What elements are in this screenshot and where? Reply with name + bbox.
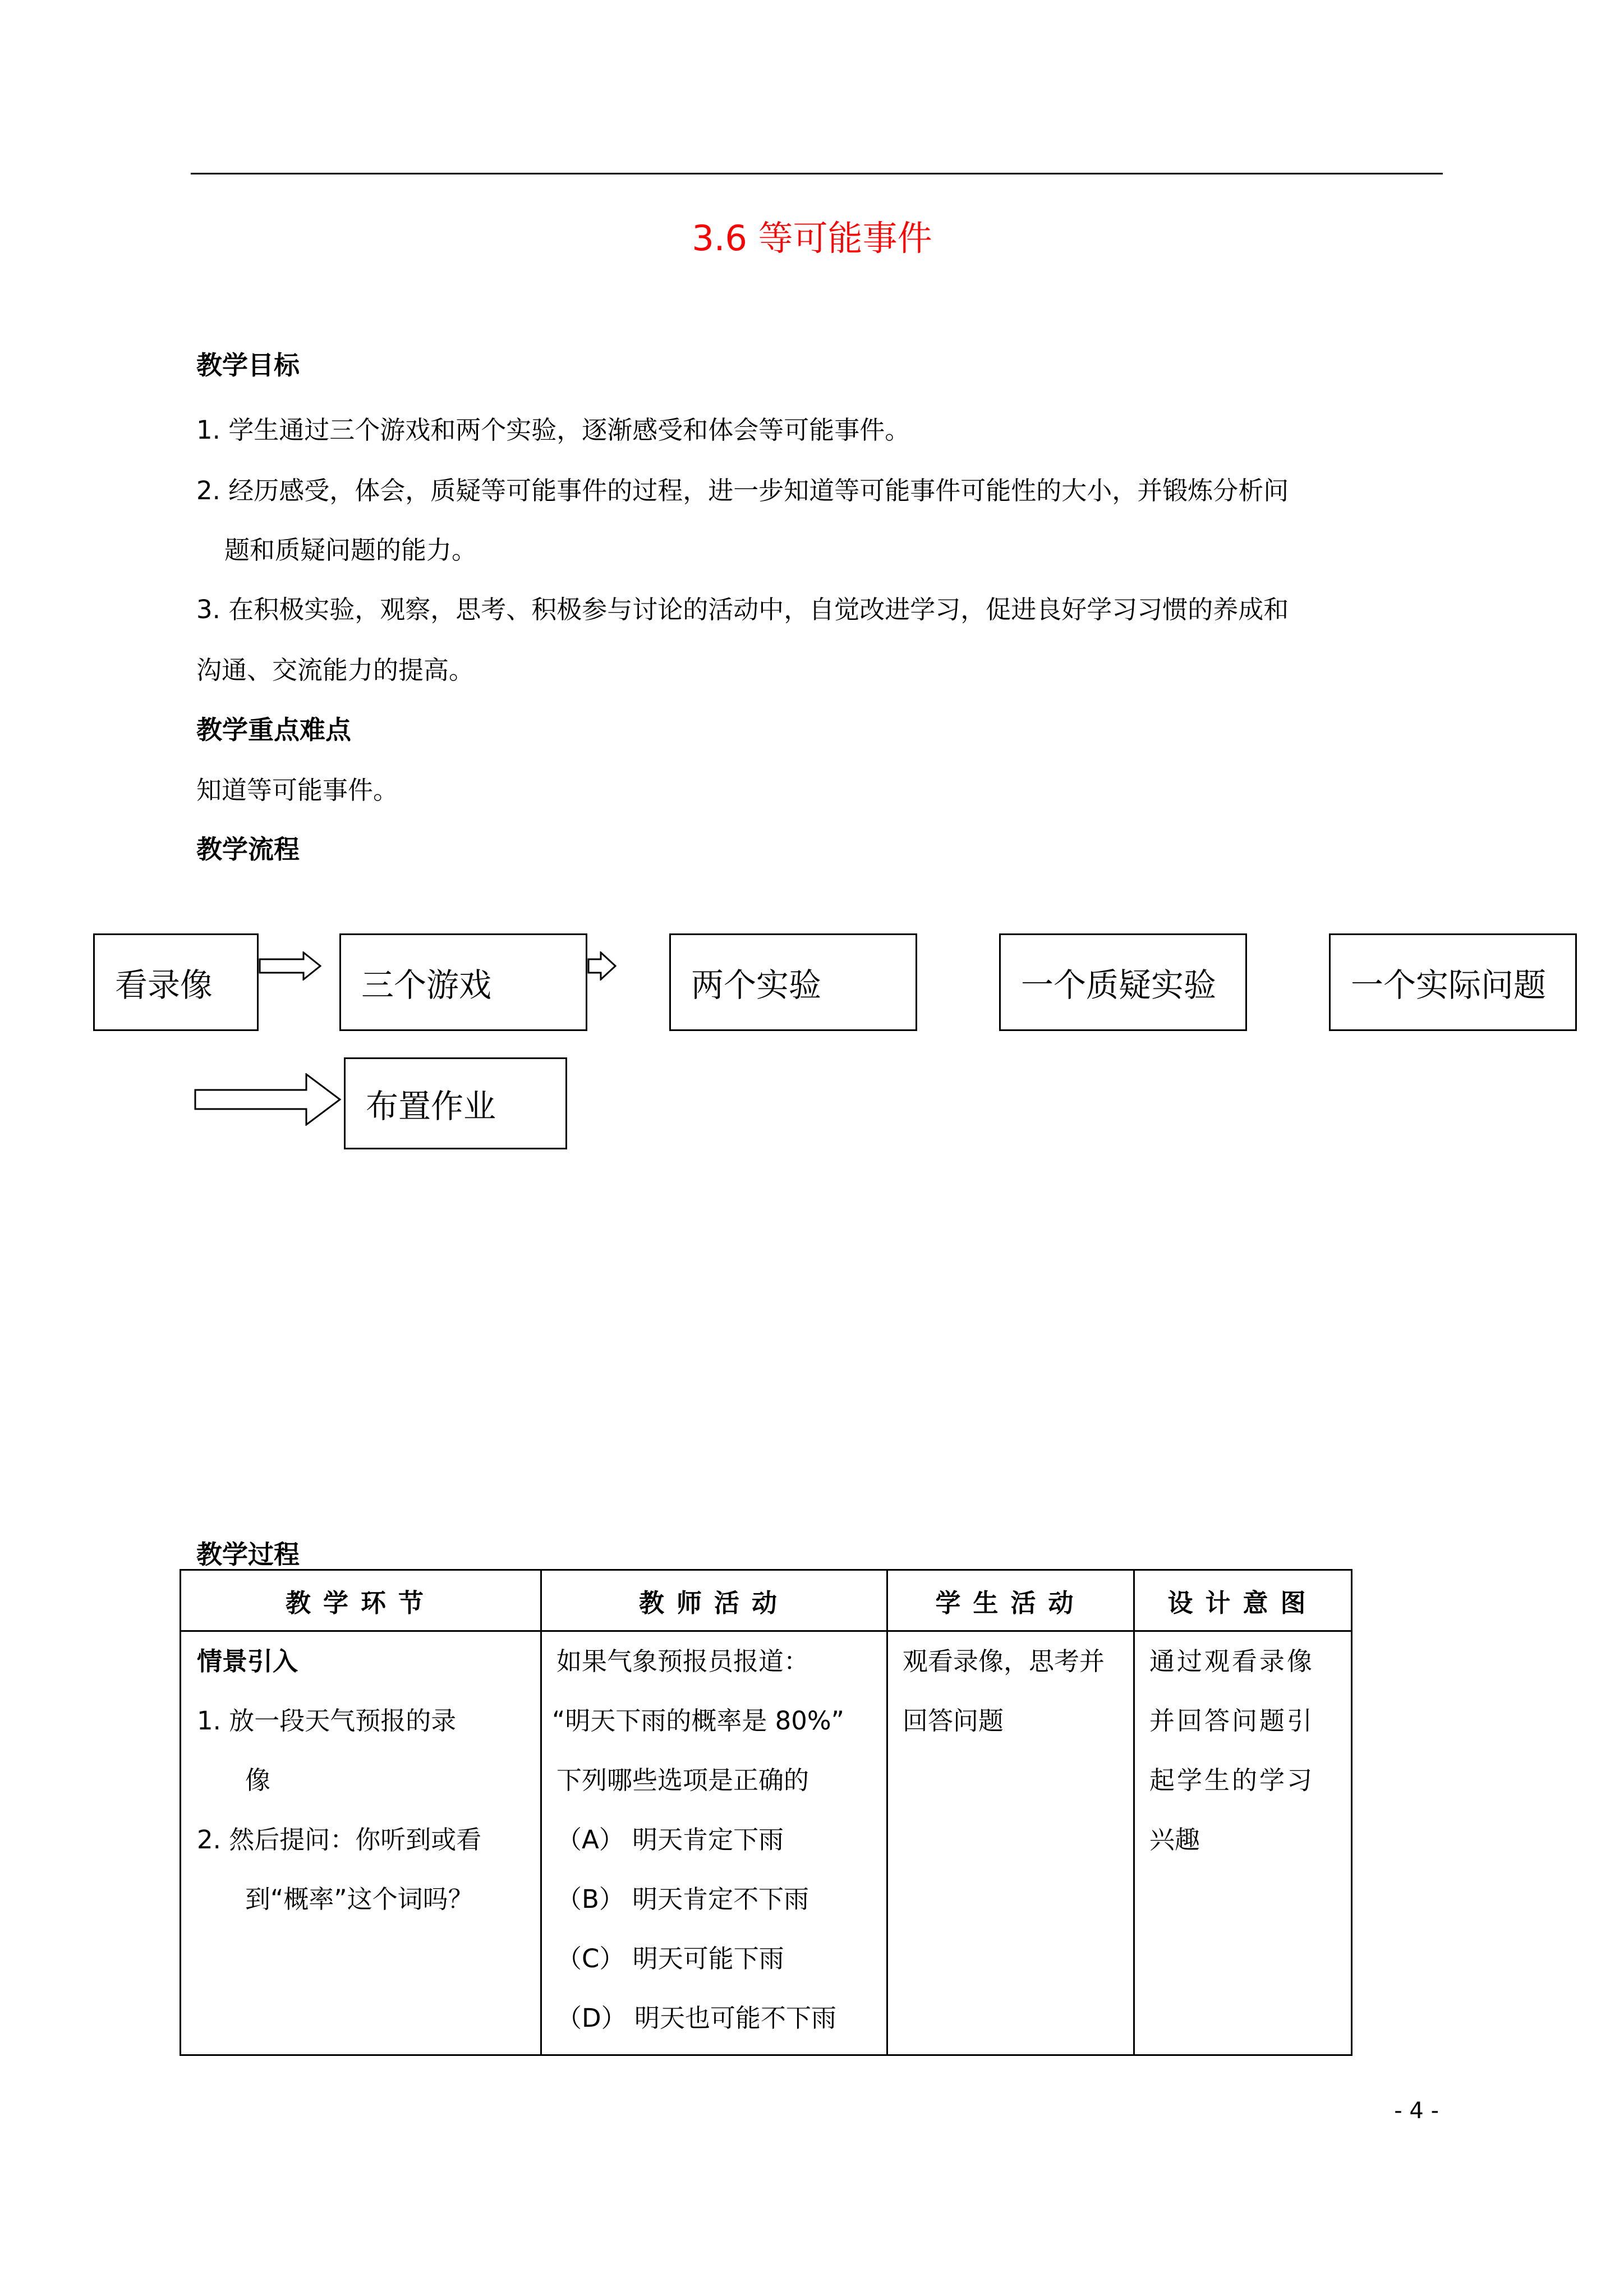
cell-line: 并回答问题引 — [1149, 1706, 1315, 1736]
cell-line: “明天下雨的概率是 80%” — [552, 1706, 844, 1736]
cell-line: 回答问题 — [903, 1706, 1004, 1736]
cell-line: 到“概率”这个词吗？ — [245, 1884, 473, 1914]
cell-line: （A） 明天肯定下雨 — [556, 1825, 784, 1855]
top-rule — [191, 173, 1443, 174]
key-points-heading: 教学重点难点 — [196, 715, 351, 745]
header-student-activity: 学生活动 — [887, 1570, 1134, 1631]
cell-line: 观看录像，思考并 — [903, 1646, 1105, 1676]
header-design-intent: 设计意图 — [1134, 1570, 1352, 1631]
cell-student-activity — [887, 1631, 1134, 2055]
flow-box-question-experiment: 一个质疑实验 — [999, 933, 1247, 1031]
flow-arrow-2 — [587, 951, 617, 981]
cell-line: 兴趣 — [1149, 1825, 1200, 1855]
flow-arrow-3 — [194, 1073, 342, 1126]
key-points-text: 知道等可能事件。 — [196, 775, 399, 805]
table-row — [181, 1631, 1352, 2055]
goal-3-line-1: 3. 在积极实验，观察，思考、积极参与讨论的活动中，自觉改进学习，促进良好学习习惯的养成和 — [196, 595, 1289, 624]
flow-box-two-experiments: 两个实验 — [669, 933, 917, 1031]
cell-line: 如果气象预报员报道： — [556, 1646, 809, 1676]
cell-line: （D） 明天也可能不下雨 — [556, 2003, 836, 2033]
cell-line: 下列哪些选项是正确的 — [556, 1765, 809, 1795]
header-teacher-activity: 教师活动 — [541, 1570, 887, 1631]
page-title: 3.6 等可能事件 — [692, 218, 932, 259]
cell-line: 2. 然后提问：你听到或看 — [197, 1825, 482, 1855]
cell-line: 像 — [245, 1765, 271, 1795]
process-heading: 教学过程 — [196, 1539, 300, 1570]
goal-1: 1. 学生通过三个游戏和两个实验，逐渐感受和体会等可能事件。 — [196, 415, 910, 445]
goal-3-line-2: 沟通、交流能力的提高。 — [196, 655, 475, 685]
cell-teacher-activity — [541, 1631, 887, 2055]
flow-heading: 教学流程 — [196, 834, 300, 864]
flow-box-homework: 布置作业 — [344, 1057, 567, 1149]
cell-line: （B） 明天肯定不下雨 — [556, 1884, 809, 1914]
flow-box-watch-video: 看录像 — [93, 933, 259, 1031]
goal-2-line-2: 题和质疑问题的能力。 — [224, 535, 477, 565]
cell-line: 起学生的学习 — [1149, 1765, 1315, 1795]
process-table — [180, 1569, 1352, 2056]
cell-line: （C） 明天可能下雨 — [556, 1944, 784, 1973]
flow-box-three-games: 三个游戏 — [339, 933, 587, 1031]
cell-line: 通过观看录像 — [1149, 1646, 1315, 1676]
table-header-row — [181, 1570, 1352, 1631]
goal-2-line-1: 2. 经历感受，体会，质疑等可能事件的过程，进一步知道等可能事件可能性的大小，并锻炼分析问 — [196, 476, 1289, 505]
flow-box-practical-problem: 一个实际问题 — [1329, 933, 1577, 1031]
cell-design-intent — [1134, 1631, 1352, 2055]
cell-line: 情景引入 — [197, 1646, 298, 1676]
header-teaching-step: 教学环节 — [181, 1570, 541, 1631]
goals-heading: 教学目标 — [196, 350, 300, 380]
cell-teaching-step — [181, 1631, 541, 2055]
cell-line: 1. 放一段天气预报的录 — [197, 1706, 457, 1736]
page-number: - 4 - — [1394, 2098, 1439, 2124]
flow-arrow-1 — [259, 951, 321, 981]
